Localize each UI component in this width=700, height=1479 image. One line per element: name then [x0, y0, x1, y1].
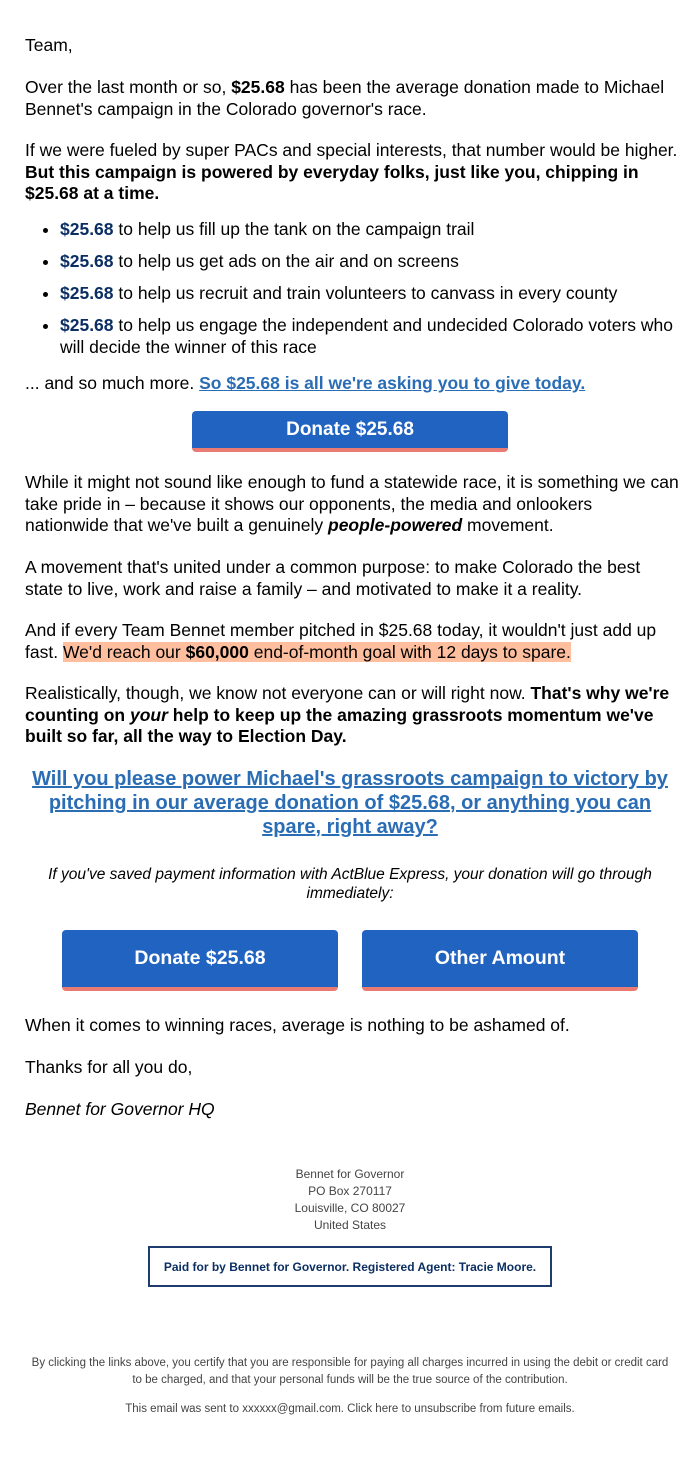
give-today-link[interactable]: So $25.68 is all we're asking you to give today. [199, 373, 586, 393]
footer-country: United States [313, 1218, 387, 1232]
footer-city: Louisville, CO 80027 [294, 1201, 406, 1215]
momentum-paragraph: Realistically, though, we know not everyone can or will right now. That's why we're counting on your help to keep up the amazing grassroots momentum we've built so far, all the way to Election Day. [25, 683, 670, 746]
list-item: • $25.68 to help us get ads on the air and on screens [60, 251, 675, 273]
donate-button[interactable]: Donate $25.68 [62, 930, 338, 991]
average-amount: $25.68 [231, 77, 285, 97]
signature: Bennet for Governor HQ [25, 1099, 215, 1119]
paid-for-box: Paid for by Bennet for Governor. Registered Agent: Tracie Moore. [148, 1246, 552, 1287]
list-item: • $25.68 to help us engage the independent and undecided Colorado voters who will decide the winner of this race [60, 315, 675, 358]
actblue-express-note: If you've saved payment information with ActBlue Express, your donation will go through immediately: [48, 866, 652, 902]
recipient-email: xxxxxx@gmail.com [242, 1403, 341, 1415]
list-item: • $25.68 to help us fill up the tank on the campaign trail [60, 219, 675, 241]
super-pac-paragraph: If we were fueled by super PACs and special interests, that number would be higher. But this campaign is powered by everyday folks, just like you, chipping in $25.68 at a time. [25, 140, 678, 203]
average-paragraph: When it comes to winning races, average is nothing to be ashamed of. [25, 1015, 570, 1035]
footer-org: Bennet for Governor [295, 1167, 405, 1181]
unsubscribe-link[interactable]: here [375, 1403, 399, 1415]
movement-paragraph: A movement that's united under a common purpose: to make Colorado the best state to live, work and raise a family – and motivated to make it a reality. [25, 557, 641, 599]
main-ask-link[interactable]: Will you please power Michael's grassroots campaign to victory by pitching in our average donation of $25.68, or anything you can spare, right away? [32, 768, 668, 838]
sent-to-line: This email was sent to xxxxxx@gmail.com. Click here to unsubscribe from future emails. [125, 1403, 575, 1415]
legal-disclaimer: By clicking the links above, you certify that you are responsible for paying all charges incurred in using the debit or credit card to be charged, and that your personal funds will be the true source of the contribution. [31, 1357, 669, 1386]
other-amount-button[interactable]: Other Amount [362, 930, 638, 991]
goal-highlight: We'd reach our $60,000 end-of-month goal with 12 days to spare. [62, 641, 571, 662]
list-item: • $25.68 to help us recruit and train volunteers to canvass in every county [60, 283, 675, 305]
footer-po-box: PO Box 270117 [308, 1184, 392, 1198]
uses-list [25, 219, 675, 369]
donate-button-top[interactable]: Donate $25.68 [192, 411, 508, 452]
goal-paragraph: And if every Team Bennet member pitched in $25.68 today, it wouldn't just add up fast. We'd reach our $60,000 end-of-month goal with 12 days to spare. [25, 620, 657, 662]
footer-address [0, 1166, 700, 1234]
ask-paragraph: ... and so much more. So $25.68 is all we're asking you to give today. [25, 373, 586, 393]
closing: Thanks for all you do, [25, 1057, 193, 1077]
greeting: Team, [25, 35, 73, 55]
pride-paragraph: While it might not sound like enough to fund a statewide race, it is something we can take pride in – because it shows our opponents, the media and onlookers nationwide that we've built a genuinely people-powered movement. [25, 472, 679, 535]
intro-paragraph: Over the last month or so, $25.68 has been the average donation made to Michael Bennet's campaign in the Colorado governor's race. [25, 77, 665, 119]
main-ask [25, 767, 675, 839]
